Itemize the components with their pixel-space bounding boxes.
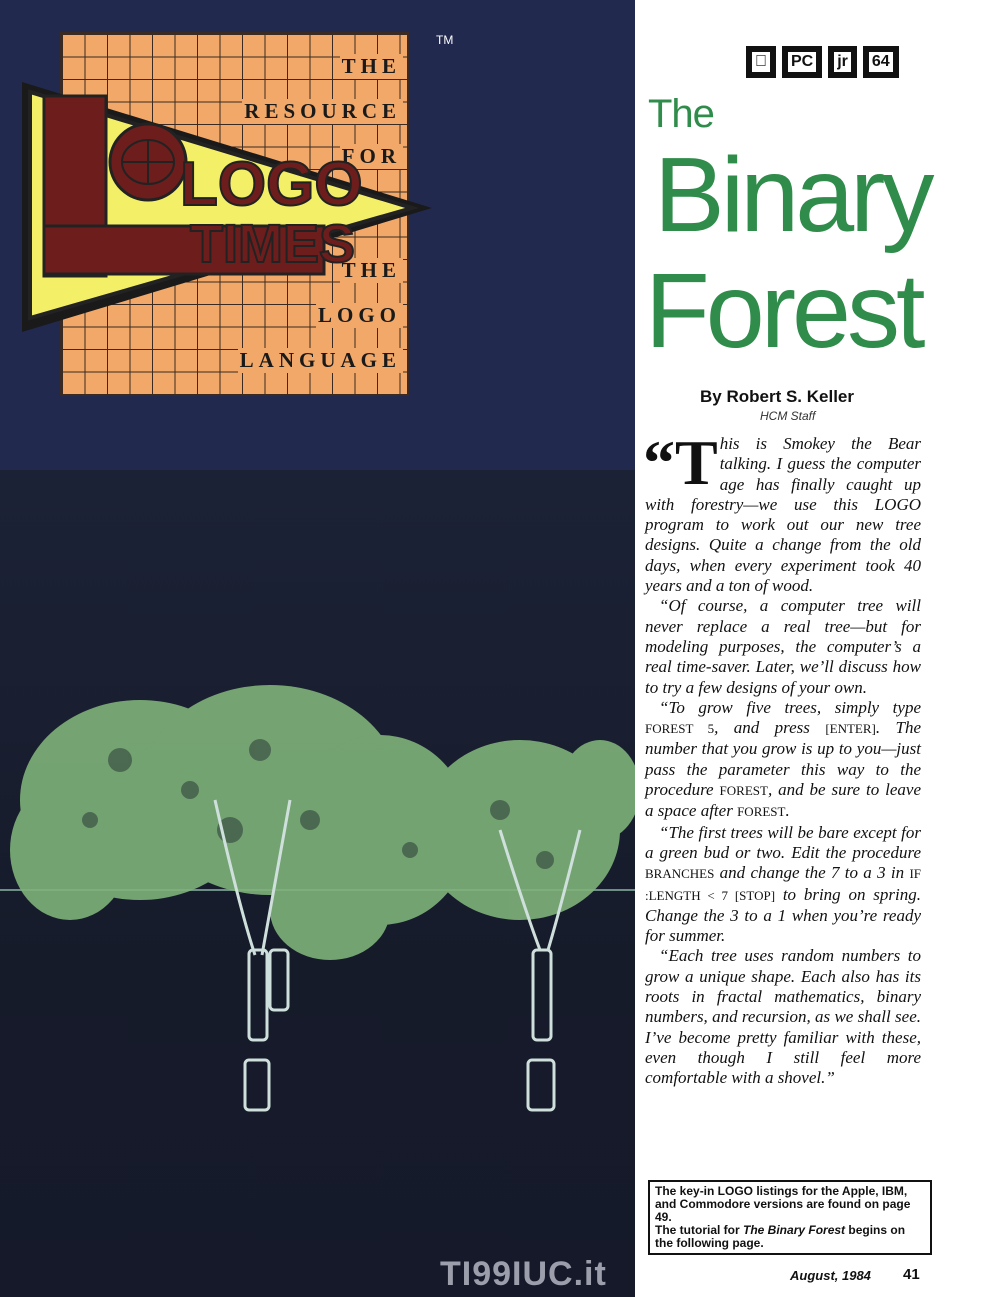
grid-word: THE: [341, 258, 401, 282]
platform-icons: [746, 46, 899, 78]
commodore-64-icon: 64: [863, 46, 899, 78]
drop-cap: “T: [643, 427, 718, 498]
paragraph: “Each tree uses random numbers to grow a unique shape. Each also has its roots in fractal mathematics, binary numbers, and recursion, as we shall see. I’ve become pretty familiar with these, even though I still feel more comfortable with a shovel.”: [645, 946, 921, 1088]
trademark-mark: TM: [436, 33, 454, 47]
grid-word: THE: [341, 54, 401, 78]
ibm-pcjr-icon: jr: [828, 46, 857, 78]
watermark: TI99IUC.it: [440, 1255, 607, 1293]
code-text: BRANCHES: [645, 866, 715, 882]
note-line: The tutorial for The Binary Forest begins on the following page.: [655, 1223, 906, 1250]
note-line: The key-in LOGO listings for the Apple, IBM, and Commodore versions are found on page 49.: [655, 1184, 911, 1224]
apple-icon: [746, 46, 776, 78]
issue-date: August, 1984: [790, 1268, 871, 1283]
times-word: TIMES: [190, 214, 356, 274]
article-title-line1: Binary: [654, 136, 931, 254]
article-title-prefix: The: [648, 92, 714, 136]
byline-author: By Robert S. Keller: [700, 387, 854, 406]
article-body: [643, 427, 922, 1089]
code-text: FOREST: [737, 804, 786, 820]
listing-note-box: [648, 1180, 932, 1255]
code-text: IF :LENGTH < 7 [STOP]: [645, 866, 922, 903]
paragraph: “To grow five trees, simply type FOREST 5, and press [ENTER]. The number that you grow is up to you—just pass the parameter this way to the procedure FOREST, and be sure to leave a space after FOREST.: [645, 697, 922, 821]
ibm-pc-icon: PC: [782, 46, 822, 78]
grid-word: FOR: [341, 144, 401, 168]
paragraph: “The first trees will be bare except for a green bud or two. Edit the procedure BRANCHES and change the 7 to a 3 in IF :LENGTH < 7 [STOP] to bring on spring. Change the 3 to a 1 when you’re ready for summer.: [645, 822, 922, 946]
logo-word: LOGO: [180, 150, 363, 219]
code-text: [ENTER]: [825, 721, 876, 737]
binary-forest-illustration: [0, 680, 635, 1140]
byline-role: HCM Staff: [760, 409, 816, 423]
grid-word: LOGO: [317, 303, 401, 327]
page-number: 41: [903, 1266, 920, 1283]
paragraph: “This is Smokey the Bear talking. I guess the computer age has finally caught up with forestry—we use this LOGO program to work out our new tree designs. Quite a change from the old days, when every experiment took 40 years and a ton of wood.: [643, 427, 921, 596]
grid-word: LANGUAGE: [239, 348, 401, 372]
code-text: FOREST: [719, 783, 768, 799]
paragraph: “Of course, a computer tree will never replace a real tree—but for modeling purposes, the computer’s a real time-saver. Later, we’ll discuss how to try a few designs of your own.: [645, 596, 921, 697]
article-title-line2: Forest: [645, 252, 922, 370]
logo-times-pennant: [0, 0, 635, 470]
code-text: FOREST 5: [645, 721, 715, 737]
grid-word: RESOURCE: [244, 99, 401, 123]
